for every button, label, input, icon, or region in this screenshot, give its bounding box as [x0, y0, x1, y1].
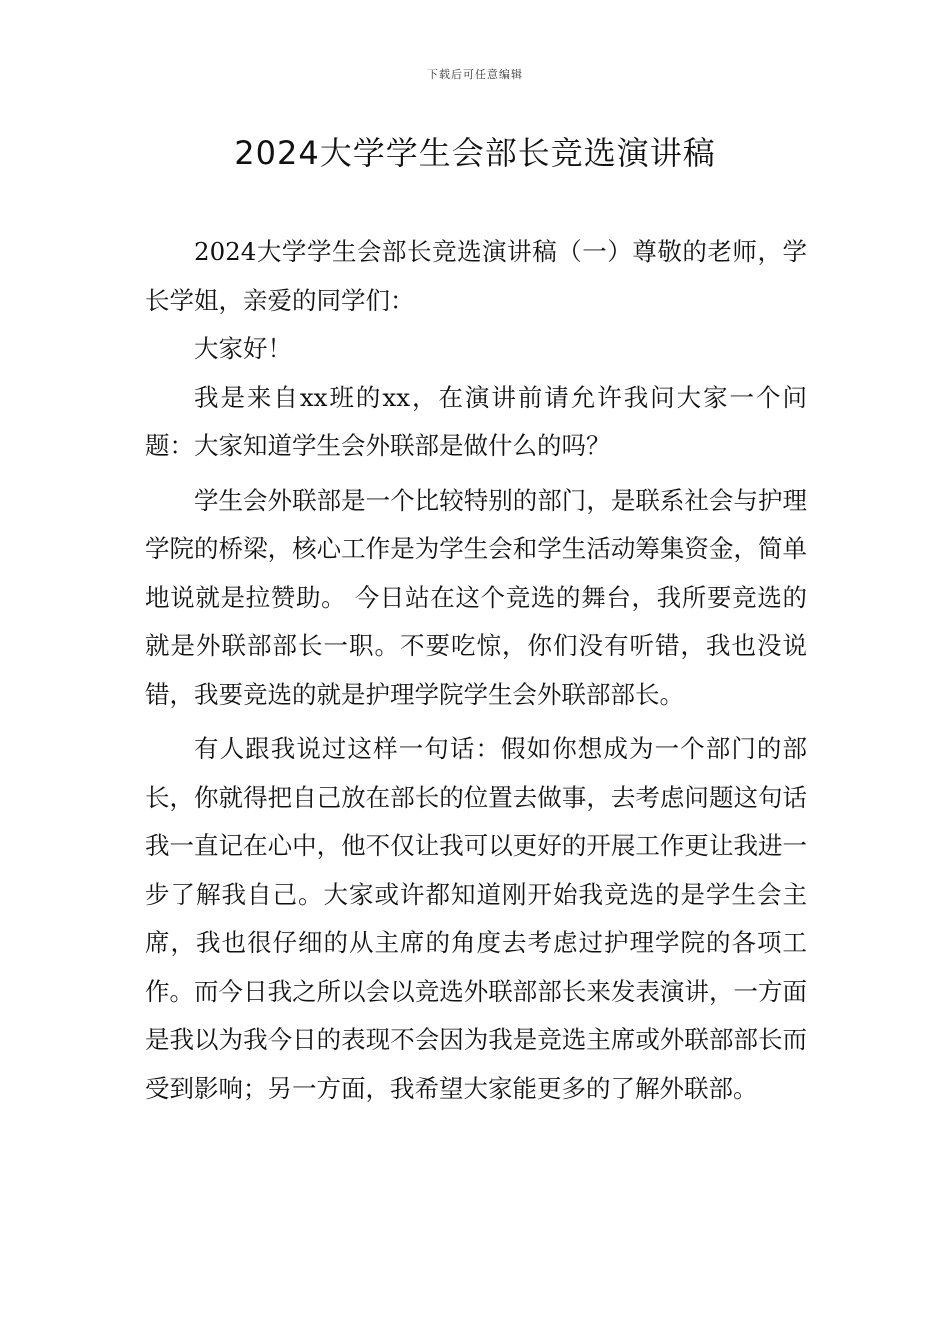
header-note: 下载后可任意编辑 [427, 68, 523, 81]
paragraph-hello: 大家好！ [194, 334, 292, 363]
paragraph-greeting-intro: 2024大学学生会部长竞选演讲稿（一）尊敬的老师，学长学姐，亲爱的同学们： [145, 237, 807, 315]
paragraph-motivation: 有人跟我说过这样一句话：假如你想成为一个部门的部长，你就得把自己放在部长的位置去做事，去考虑问题这句话我一直记在心中，他不仅让我可以更好的开展工作更让我进一步了解我自己。大家或许都知道刚开始我竞选的是学生会主席，我也很仔细的从主席的角度去考虑过护理学院的各项工作。而今日我之所以会以竞选外联部部长来发表演讲，一方面是我以为我今日的表现不会因为我是竞选主席或外联部部长而受到影响；另一方面，我希望大家能更多的了解外联部。 [145, 734, 807, 1103]
paragraph-department-description: 学生会外联部是一个比较特别的部门，是联系社会与护理学院的桥梁，核心工作是为学生会和学生活动筹集资金，简单地说就是拉赞助。 今日站在这个竞选的舞台，我所要竞选的就是外联部部长一职。不要吃惊，你们没有听错，我也没说错，我要竞选的就是护理学院学生会外联部部长。 [145, 485, 807, 709]
document-body [145, 228, 807, 1113]
paragraph-self-intro: 我是来自xx班的xx，在演讲前请允许我问大家一个问题：大家知道学生会外联部是做什么的吗？ [145, 382, 807, 460]
document-title: 2024大学学生会部长竞选演讲稿 [234, 134, 716, 172]
